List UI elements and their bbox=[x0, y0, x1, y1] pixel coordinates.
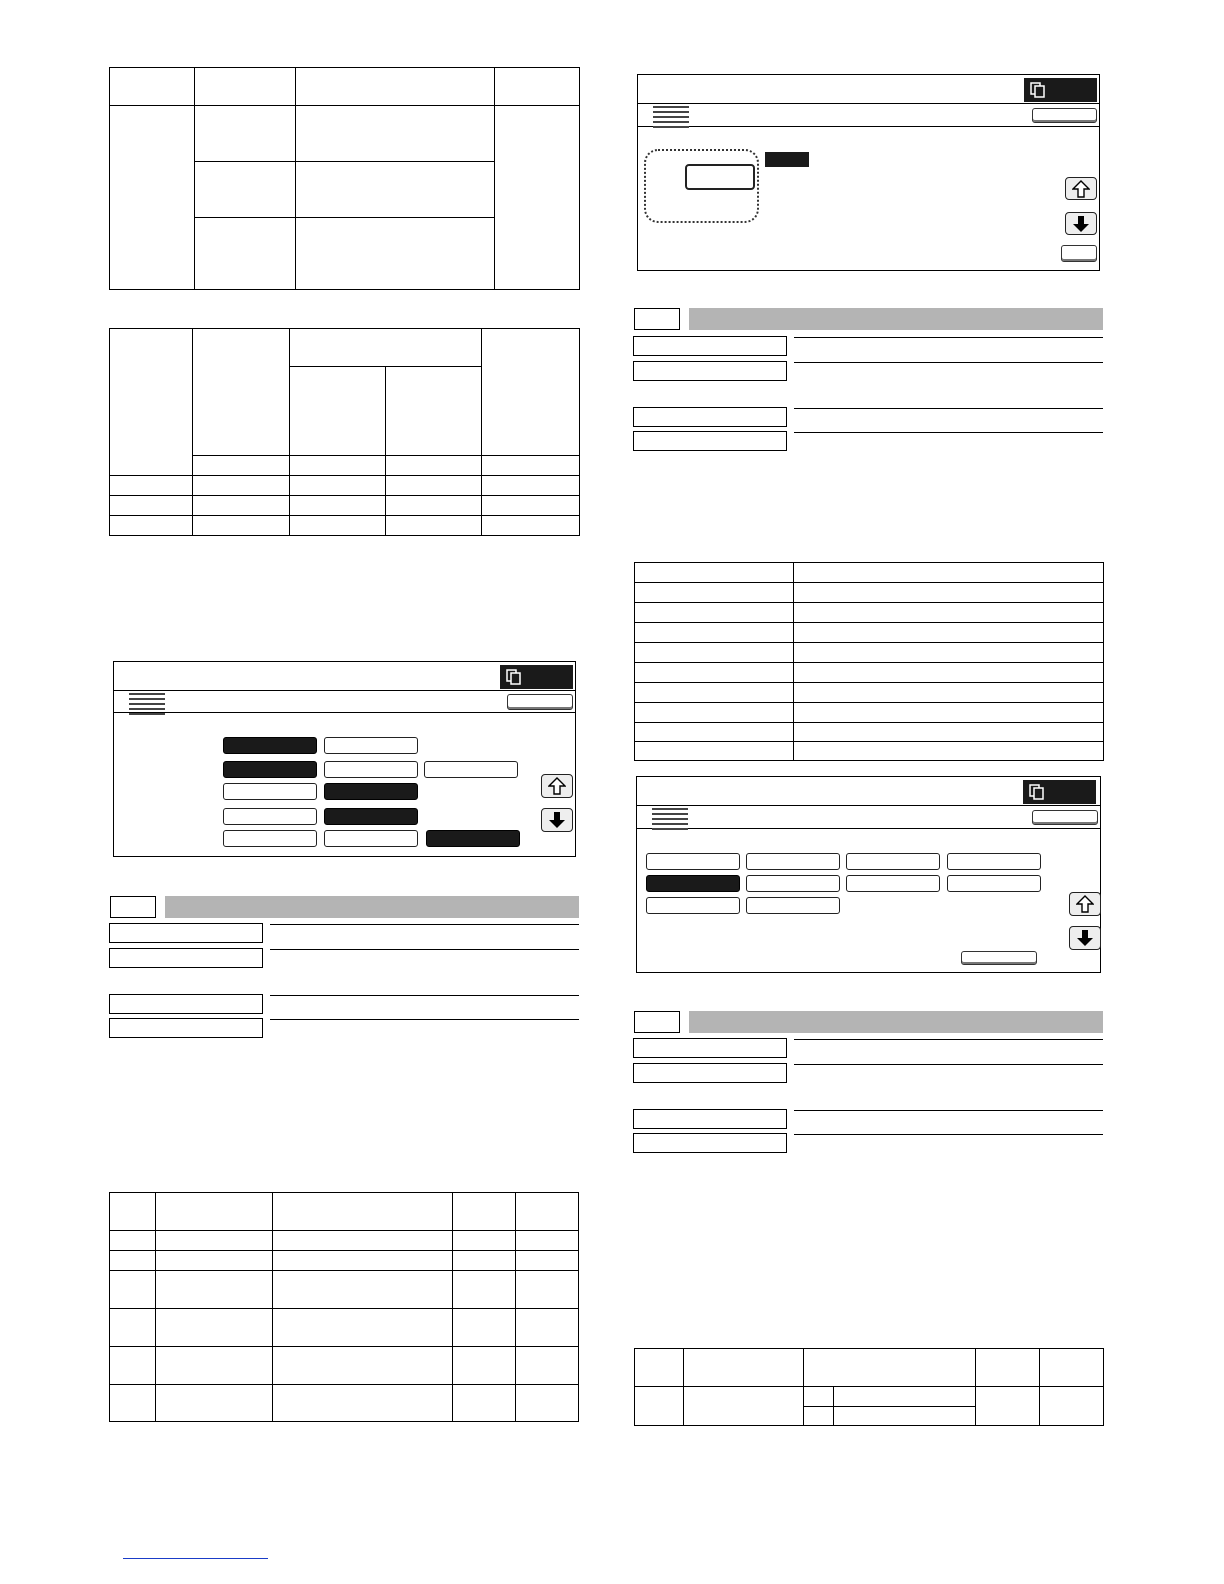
table-row bbox=[635, 703, 1104, 723]
menu-stack-icon bbox=[653, 105, 689, 131]
table-row bbox=[635, 723, 1104, 742]
copy-mode-badge bbox=[1023, 780, 1096, 804]
table-row bbox=[110, 68, 580, 106]
small-button[interactable] bbox=[961, 951, 1037, 965]
setting-field bbox=[109, 923, 263, 943]
option-button[interactable] bbox=[426, 830, 520, 847]
option-button[interactable] bbox=[846, 875, 940, 892]
down-arrow-icon bbox=[548, 811, 566, 829]
table-row bbox=[635, 563, 1104, 583]
operation-panel-a bbox=[113, 661, 576, 857]
ok-button[interactable] bbox=[507, 694, 573, 710]
option-button[interactable] bbox=[223, 761, 317, 778]
table-row bbox=[110, 1347, 579, 1385]
table-1 bbox=[109, 67, 580, 290]
setting-field bbox=[109, 1018, 263, 1038]
setting-key-box bbox=[634, 308, 680, 330]
table-row bbox=[110, 106, 580, 162]
option-button[interactable] bbox=[324, 808, 418, 825]
setting-field bbox=[633, 1063, 787, 1083]
option-button[interactable] bbox=[947, 853, 1041, 870]
table-row bbox=[110, 476, 580, 496]
small-button[interactable] bbox=[1061, 245, 1097, 262]
menu-stack-icon bbox=[652, 807, 688, 833]
table-row bbox=[635, 583, 1104, 603]
option-button[interactable] bbox=[324, 783, 418, 800]
operation-panel-c bbox=[636, 776, 1101, 973]
option-button[interactable] bbox=[646, 853, 740, 870]
setting-header-bar bbox=[165, 896, 579, 918]
copy-mode-badge bbox=[500, 665, 573, 689]
table-4 bbox=[634, 562, 1104, 761]
setting-field bbox=[109, 948, 263, 968]
up-arrow-icon bbox=[1072, 180, 1090, 198]
up-arrow-icon bbox=[548, 777, 566, 795]
footer-link-underline bbox=[123, 1558, 268, 1559]
setting-key-box bbox=[634, 1011, 680, 1033]
option-button[interactable] bbox=[223, 830, 317, 847]
setting-field bbox=[633, 1133, 787, 1153]
down-arrow-icon bbox=[1072, 215, 1090, 233]
table-row bbox=[110, 496, 580, 516]
option-button[interactable] bbox=[324, 830, 418, 847]
ok-button[interactable] bbox=[1032, 108, 1097, 123]
option-button[interactable] bbox=[223, 737, 317, 754]
option-button[interactable] bbox=[324, 737, 418, 754]
setting-header-bar bbox=[689, 1011, 1103, 1033]
option-button[interactable] bbox=[223, 808, 317, 825]
scroll-down-button[interactable] bbox=[541, 808, 573, 832]
value-label-tag bbox=[765, 152, 809, 167]
copy-mode-icon bbox=[1029, 784, 1045, 800]
table-row bbox=[110, 1193, 579, 1231]
setting-field bbox=[633, 361, 787, 381]
table-row bbox=[635, 683, 1104, 703]
scroll-up-button[interactable] bbox=[1065, 177, 1097, 200]
scroll-up-button[interactable] bbox=[1069, 892, 1101, 916]
copy-mode-icon bbox=[506, 669, 522, 685]
ok-button[interactable] bbox=[1032, 810, 1098, 825]
copy-mode-badge bbox=[1024, 78, 1097, 102]
table-5 bbox=[634, 1348, 1104, 1426]
value-input-box[interactable] bbox=[685, 164, 755, 190]
option-button[interactable] bbox=[223, 783, 317, 800]
option-button[interactable] bbox=[646, 875, 740, 892]
option-button[interactable] bbox=[324, 761, 418, 778]
option-button[interactable] bbox=[424, 761, 518, 778]
option-button[interactable] bbox=[746, 897, 840, 914]
setting-field bbox=[633, 336, 787, 356]
scroll-up-button[interactable] bbox=[541, 774, 573, 798]
table-row bbox=[635, 1349, 1104, 1387]
setting-field bbox=[633, 1109, 787, 1129]
setting-field bbox=[109, 994, 263, 1014]
table-row bbox=[635, 742, 1104, 761]
table-row bbox=[110, 1231, 579, 1251]
table-row bbox=[110, 1271, 579, 1309]
table-row bbox=[110, 516, 580, 536]
table-row bbox=[635, 663, 1104, 683]
menu-stack-icon bbox=[129, 692, 165, 718]
option-button[interactable] bbox=[947, 875, 1041, 892]
setting-header-bar bbox=[689, 308, 1103, 330]
scroll-down-button[interactable] bbox=[1069, 926, 1101, 950]
operation-panel-b bbox=[637, 74, 1100, 271]
setting-field bbox=[633, 1038, 787, 1058]
option-button[interactable] bbox=[746, 853, 840, 870]
up-arrow-icon bbox=[1076, 895, 1094, 913]
table-row bbox=[635, 1387, 1104, 1407]
table-row bbox=[110, 329, 580, 367]
table-3 bbox=[109, 1192, 579, 1422]
setting-key-box bbox=[110, 896, 156, 918]
table-row bbox=[110, 1309, 579, 1347]
table-row bbox=[110, 1251, 579, 1271]
table-row bbox=[635, 603, 1104, 623]
option-button[interactable] bbox=[746, 875, 840, 892]
option-button[interactable] bbox=[646, 897, 740, 914]
down-arrow-icon bbox=[1076, 929, 1094, 947]
setting-field bbox=[633, 431, 787, 451]
table-row bbox=[635, 623, 1104, 643]
copy-mode-icon bbox=[1030, 82, 1046, 98]
setting-field bbox=[633, 407, 787, 427]
scroll-down-button[interactable] bbox=[1065, 212, 1097, 235]
table-row bbox=[110, 1385, 579, 1422]
table-2 bbox=[109, 328, 580, 536]
option-button[interactable] bbox=[846, 853, 940, 870]
table-row bbox=[635, 643, 1104, 663]
